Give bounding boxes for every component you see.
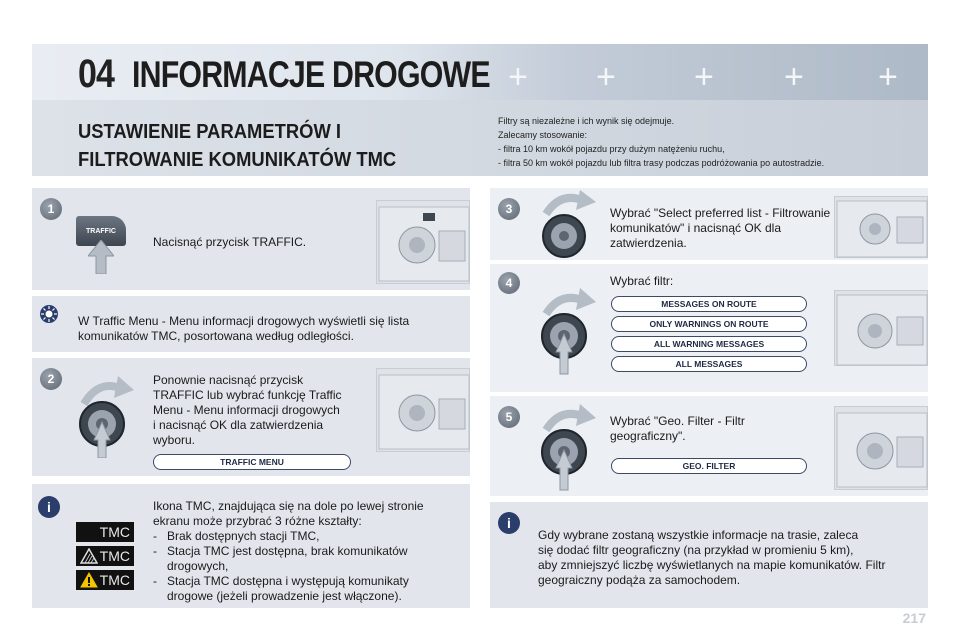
step-2-text: Ponownie nacisnąć przycisk TRAFFIC lub wybrać funkcję Traffic Menu - Menu informacji drogowych i nacisnąć OK dla zatwierdzenia wyboru. — [153, 373, 342, 447]
step-5-badge: 5 — [498, 406, 520, 428]
step-4-badge: 4 — [498, 272, 520, 294]
plus-decoration-icon: + — [784, 58, 804, 96]
rotary-knob-icon — [536, 404, 598, 494]
filter-all-messages: ALL MESSAGES — [611, 356, 807, 372]
plus-decoration-icon: + — [596, 58, 616, 96]
filters-note: Filtry są niezależne i ich wynik się odejmuje. Zalecamy stosowanie: - filtra 10 km wokół pojazdu przy dużym natężeniu ruchu, - filtra 50 km wokół pojazdu lub filtra trasy podczas podróżowania po autostradzie. — [498, 116, 825, 168]
geo-info-text: Gdy wybrane zostaną wszystkie informacje na trasie, zaleca się dodać filtr geograficzny (na przykład w promieniu 5 km), aby zmniejszyć liczbę wyświetlanych na mapie komunikatów. Filtr geograiczny podąża za samochodem. — [538, 528, 886, 587]
step-3-badge: 3 — [498, 198, 520, 220]
radio-unit-image — [834, 290, 928, 366]
radio-unit-image — [834, 196, 928, 258]
traffic-button-icon: TRAFFIC — [76, 216, 126, 246]
chapter-number: 04 — [78, 52, 115, 96]
tip-text: W Traffic Menu - Menu informacji drogowych wyświetli się lista komunikatów TMC, posortowana według odległości. — [78, 314, 410, 343]
plus-decoration-icon: + — [508, 58, 528, 96]
tmc-station-no-messages-icon: TMC — [76, 546, 134, 566]
press-arrow-icon — [88, 240, 114, 274]
sun-tip-icon — [38, 303, 60, 325]
step-5-text: Wybrać "Geo. Filter - Filtr geograficzny". — [610, 414, 745, 443]
section-title: USTAWIENIE PARAMETRÓW I FILTROWANIE KOMUNIKATÓW TMC — [78, 121, 397, 171]
page-number: 217 — [902, 610, 926, 626]
step-1-badge: 1 — [40, 198, 62, 220]
step-4-text: Wybrać filtr: — [610, 274, 674, 288]
step-2-badge: 2 — [40, 368, 62, 390]
rotary-knob-icon — [74, 376, 136, 458]
plus-decoration-icon: + — [694, 58, 714, 96]
tmc-info-text: Ikona TMC, znajdująca się na dole po lewej stronie ekranu może przybrać 3 różne kształty: - Brak dostępnych stacji TMC, - Stacja TMC jest dostępna, brak komunikatów drogowych, - Stacja TMC dostępna i występują komunikaty drogowe (jeżeli prowadzenie jest włączone). — [153, 499, 424, 603]
page-title: INFORMACJE DROGOWE — [132, 54, 490, 95]
tmc-station-with-messages-icon: TMC — [76, 570, 134, 590]
plus-decoration-icon: + — [878, 58, 898, 96]
traffic-menu-label: TRAFFIC MENU — [153, 454, 351, 470]
step-3-text: Wybrać "Select preferred list - Filtrowanie komunikatów" i nacisnąć OK dla zatwierdzenia. — [610, 206, 831, 250]
filter-only-warnings-on-route: ONLY WARNINGS ON ROUTE — [611, 316, 807, 332]
rotary-knob-icon — [536, 190, 598, 260]
step-1-text: Nacisnąć przycisk TRAFFIC. — [153, 235, 307, 249]
tmc-no-station-icon: TMC — [76, 522, 134, 542]
info-icon: i — [498, 512, 520, 534]
radio-unit-image — [834, 406, 928, 490]
rotary-knob-icon — [536, 288, 598, 380]
geo-filter-label: GEO. FILTER — [611, 458, 807, 474]
info-icon: i — [38, 496, 60, 518]
filter-messages-on-route: MESSAGES ON ROUTE — [611, 296, 807, 312]
filter-all-warning-messages: ALL WARNING MESSAGES — [611, 336, 807, 352]
radio-unit-image — [376, 368, 470, 452]
radio-unit-image — [376, 200, 470, 284]
